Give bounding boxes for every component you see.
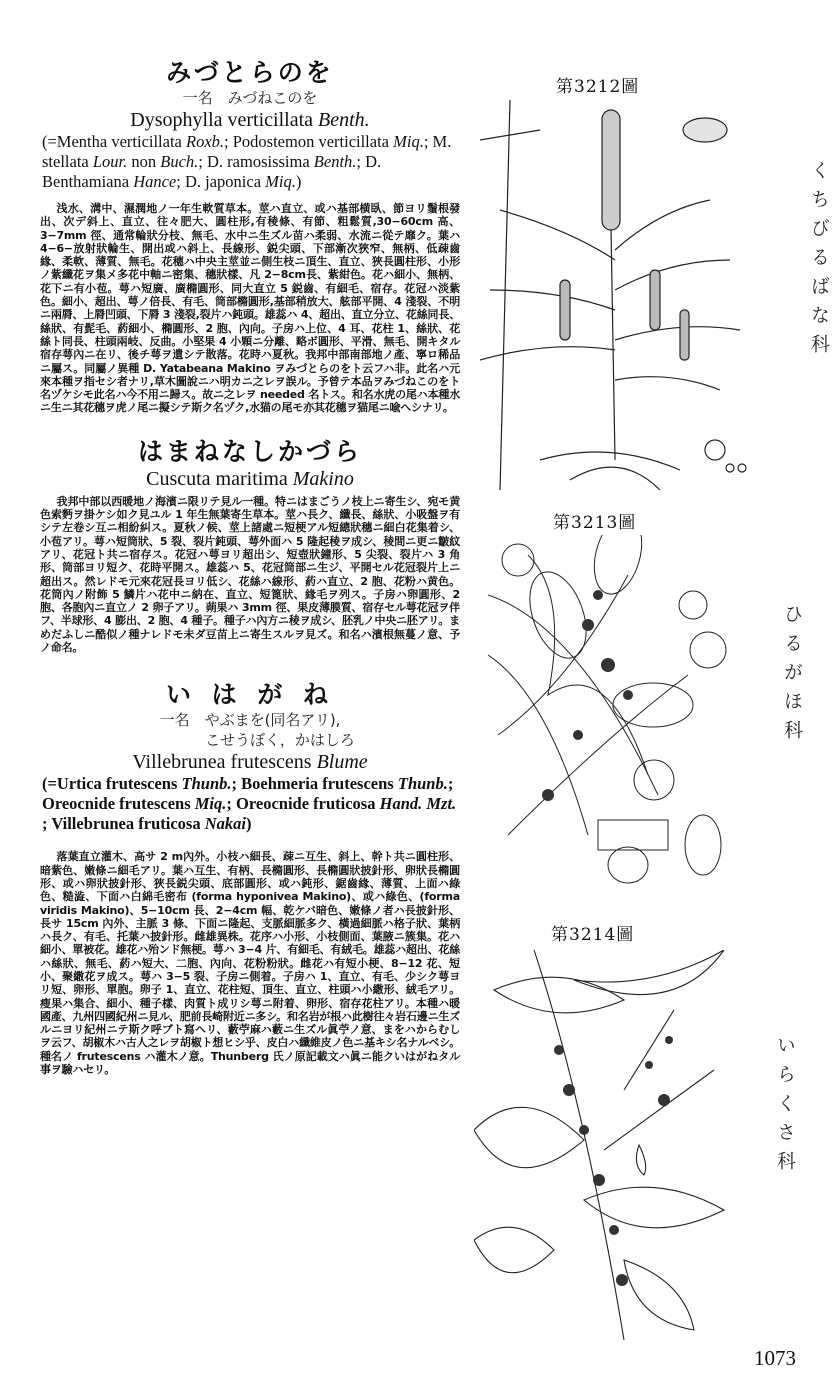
figure-label: 第3214圖 [551,925,635,945]
synonyms: (=Mentha verticillata Roxb.; Podostemon verticillata Miq.; M. stellata Lour. non Buch.; D. ramosissima Benth.; D. Benthamiana Hance; D. japonica Miq.) [42,132,452,191]
entry-hamanenashikazura [40,437,460,655]
figure-label: 第3213圖 [553,513,637,533]
entry-mizutoranoo [40,58,460,415]
page-number: 1073 [754,1346,796,1370]
entry-title: みづとらのを [166,58,334,87]
entry-title: はまねなしかづら [137,436,362,466]
entry-iwagane [40,680,460,1076]
figure-label: 第3212圖 [556,77,640,97]
author: Benth. [318,109,370,131]
scientific-name: Villebrunea frutescens Blume [132,751,368,774]
plant-illustration-3212 [480,100,750,490]
author: Blume [316,751,368,774]
author: Makino [292,467,354,490]
family-name: いらくさ科 [774,1035,796,1180]
text-column [40,58,460,1076]
family-name: ひるがほ科 [781,604,803,749]
description: 我邦中部以西暖地ノ海濱ニ限リテ見ル一種。特ニはまごうノ枝上ニ寄生シ、宛モ黄色索麪ヲ掛ケシ如ク見ユル 1 年生無葉寄生草本。莖ハ長ク、纖長、絲狀、小吸盤ヲ有シテ左卷シ互ニ相紛糾ス。夏秋ノ候、莖上諸處ニ短梗アル短總狀穗ニ細白花集着シ、小苞アリ。萼ハ短筒狀、5 裂、裂片鈍頭、萼外面ハ 5 隆起稜ヲ成シ、稜間ニ更ニ皺紋アリ、花冠ト共ニ宿存ス。花冠ハ萼ヨリ超出シ、短壺狀鐘形、5 尖裂、裂片ハ 3 角形、筒部ヨリ短ク、花時平開ス。雄蕊ハ 5、花冠筒部ニ生ジ、平開セル花冠裂片上ニ超出ス。然レドモ元來花冠長ヨリ低シ、花絲ハ線形、葯ハ直立、2 胞、花粉ハ黄色。花筒內ノ附飾 5 鱗片ハ花中ニ納在、直立、短篦狀、緣毛ヲ列ス。子房ハ卵圓形、2 胞、各胞內ニ直立ノ 2 卵子アリ。蒴果ハ 3mm 徑、果皮薄膜質、宿存セル萼花冠ヲ伴フ、半球形、4 膨出、2 胞、4 種子。種子ハ內方ニ稜ヲ成シ、胚乳ノ中央ニ胚アリ。まめだふしニ酷似ノ種ナレドモ未ダ豆苗上ニ寄生スルヲ見ズ。和名ハ濱根無蔓ノ意、予ノ命名。 [40,494,460,655]
family-name: くちびるばな科 [808,160,830,363]
alternate-name: こせうぼく，かはしろ [205,731,355,750]
entry-title: い は が ね [165,680,335,710]
description: 浅水、溝中、濕潤地ノ一年生軟質草本。莖ハ直立、或ハ基部横臥、節ヨリ鬚根發出、次デ斜上、直立、往々肥大、圓柱形,有稜條、有節、粗鬆質,30−60cm 高、3−7mm 徑、通常輪狀分枝、無毛、水中ニ生ズル苗ハ柔弱、水流ニ從テ靡ク。葉ハ 4−6−放射狀輪生、開出或ハ斜上、長線形、鋭尖頭、下部漸次狹窄、無柄、低疎齒緣、柔軟、薄質、無毛。花穗ハ中央主莖並ニ側生枝ニ頂生、直立、狹長圓柱形、小形ノ紫纖花ヲ集メ多花中軸ニ密集、穗狀樣、凡 2−8cm長、紫紺色。花ハ細小、無柄、花下ニ有小苞。萼ハ短廣、廣橢圓形、同大直立 5 鋭齒、有細毛、宿存。花冠ハ淡紫色。細小、超出、萼ノ倍長、有毛、筒部橢圓形,基部稍放大、舷部平開、4 淺裂、不明ニ兩脣、上脣凹頭、下脣 3 淺裂,裂片ハ鈍頭。雄蕊ハ 4、超出、直立分立、花絲同長、絲狀、有髭毛、葯細小、橢圓形、2 胞、內向。子房ハ上位、4 耳、花柱 1、絲狀、花絲ト同長、柱頭兩岐、反曲。小堅果 4 小顆ニ分離、略ボ圓形、平滑、無毛、開キタル宿存萼內ニ在リ、後チ萼ヲ遺シテ散落。花時ハ夏秋。我邦中部南部地ノ產、寧ロ稀品ニ屬ス。同屬ノ異種 D. Yatabeana Makino ヲみづとらのをト云フハ非。此名ハ元來本種ヲ指セシ者ナリ,草木圖說ニハ明カニ之レヲ誤ル。予曾テ本品ヲみづねこのをト名ヅケシモ此名ハ今不用ニ歸ス。故ニ之レヲ needed 名トス。和名水虎の尾ハ本種水ニ生ニ其花穗ヲ虎ノ尾ニ擬シテ斯ク名ヅク,水猫の尾モ亦其花穗ヲ猫尾ニ喩ヘシナリ。 [40,202,460,415]
synonyms: (=Urtica frutescens Thunb.; Boehmeria frutescens Thunb.; Oreocnide frutescens Miq.; Oreocnide fruticosa Hand. Mzt. ; Villebrunea fruticosa Nakai) [42,774,457,834]
scientific-name: Dysophylla verticillata Benth. [130,109,370,131]
plant-illustration-3213 [488,535,728,885]
scientific-name: Cuscuta maritima Makino [146,467,354,490]
alternate-name: 一名 みづねこのを [182,89,318,107]
alternate-name: 一名 やぶまを(同名アリ), [159,711,341,730]
plant-illustration-3214 [474,950,744,1340]
description: 落葉直立灌木、高サ 2 m內外。小枝ハ細長、疎ニ互生、斜上、幹ト共ニ圓柱形、暗紫色、嫩條ニ細毛アリ。葉ハ互生、有柄、長橢圓形、長橢圓狀披針形、卵狀長橢圓形、或ハ卵狀披針形、狹長鋭尖頭、底部圓形、或ハ鈍形、鋸齒緣、薄質、上面ハ綠色、糙澁、下面ハ白綿毛密布 (forma hyponivea Makino)、或ハ綠色、(forma viridis Makino)、5−10cm 長、2−4cm 幅、乾ケバ暗色、嫩條ノ者ハ長披針形、長サ 15cm 內外、主脈 3 條、下面ニ隆起、支脈細脈多ク、橫過細脈ハ格子狀、葉柄ハ長ク、有毛、托葉ハ披針形。雌雄異株。花序ハ小形、小枝側面、葉腋ニ簇集。花ハ細小、單被花。雄花ハ殆ンド無梗。萼ハ 3−4 片、有細毛、有絨毛。雄蕊ハ超出、花絲ハ絲狀、無毛、葯ハ短大、二胞、內向、花粉粉狀。雌花ハ有短小梗、8−12 花、短小、聚繖花ヲ成ス。萼ハ 3−5 裂、子房ニ側着。子房ハ 1、直立、有毛、少シク萼ヨリ短、卵形、單胞。卵子 1、直立、花柱短、頂生、直立、柱頭ハ小繖形、絨毛アリ。瘦果ハ集合、細小、種子樣、肉質ト成リシ萼ニ附着、卵形、宿存花柱アリ。本種ハ暖國產、九州四國紀州ニ見ル、肥前長崎附近ニ多シ。和名岩が根ハ此樹往々岩石邊ニ生ズルニヨリ紀州ニテ斯ク呼ブト寫ヘリ、藪苧麻ハ藪ニ生ズル眞苧ノ意、まをハからむしヲ云フ、胡椒木ハ古人之レヲ胡椒ト想ヒシ乎、皮白ハ纖維皮ノ色ニ基キシ名ナルベシ。種名ノ frutescens ハ灌木ノ意。Thunberg 氏ノ原記載文ハ眞ニ能クいはがねタル事ヲ驗ハセリ。 [40,850,460,1077]
